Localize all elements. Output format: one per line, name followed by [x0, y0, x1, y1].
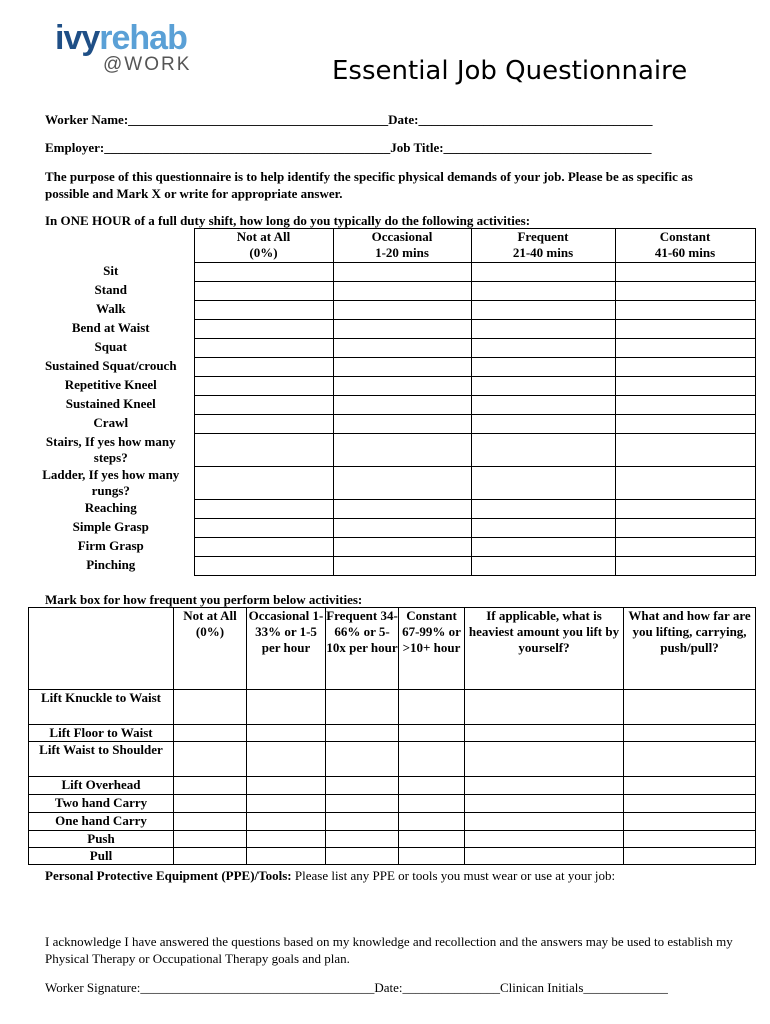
- row-label: Lift Knuckle to Waist: [29, 690, 174, 725]
- table-cell[interactable]: [624, 725, 756, 742]
- table-cell[interactable]: [194, 538, 333, 557]
- table-cell[interactable]: [333, 377, 471, 396]
- table-cell[interactable]: [247, 690, 326, 725]
- row-label: Sustained Squat/crouch: [28, 358, 194, 377]
- table-cell[interactable]: [465, 690, 624, 725]
- page-title: Essential Job Questionnaire: [332, 56, 688, 86]
- table-cell[interactable]: [615, 358, 755, 377]
- table-cell[interactable]: [174, 690, 247, 725]
- table-cell[interactable]: [174, 831, 247, 848]
- table-cell[interactable]: [615, 377, 755, 396]
- table-cell[interactable]: [247, 725, 326, 742]
- table-cell[interactable]: [333, 557, 471, 576]
- table-cell[interactable]: [624, 690, 756, 725]
- table-cell[interactable]: [465, 813, 624, 831]
- table-cell[interactable]: [247, 795, 326, 813]
- logo-ivy-text: ivy: [55, 19, 100, 57]
- table-cell[interactable]: [471, 519, 615, 538]
- table-cell[interactable]: [194, 500, 333, 519]
- col-occasional: Occasional 1-20 mins: [333, 229, 471, 263]
- table-cell[interactable]: [471, 557, 615, 576]
- table-cell[interactable]: [615, 557, 755, 576]
- table-cell[interactable]: [399, 813, 465, 831]
- table-cell[interactable]: [615, 320, 755, 339]
- table-cell[interactable]: [471, 263, 615, 282]
- table-cell[interactable]: [471, 339, 615, 358]
- table-cell[interactable]: [465, 742, 624, 777]
- col-not-at-all: Not at All (0%): [174, 608, 247, 690]
- table-cell[interactable]: [174, 813, 247, 831]
- table-cell[interactable]: [471, 434, 615, 467]
- activity-duration-table: [28, 228, 756, 576]
- table-cell[interactable]: [471, 500, 615, 519]
- table-cell[interactable]: [624, 813, 756, 831]
- row-label: Walk: [28, 301, 194, 320]
- table-cell[interactable]: [194, 301, 333, 320]
- table-cell[interactable]: [471, 358, 615, 377]
- table-cell[interactable]: [174, 742, 247, 777]
- col-occasional: Occasional 1-33% or 1-5 per hour: [247, 608, 326, 690]
- logo-sub-text: @WORK: [103, 54, 192, 75]
- table-cell[interactable]: [615, 538, 755, 557]
- ppe-label: Personal Protective Equipment (PPE)/Tools:: [45, 868, 292, 883]
- company-logo: [55, 18, 225, 78]
- table-cell[interactable]: [333, 339, 471, 358]
- row-label: Crawl: [28, 415, 194, 434]
- table-cell[interactable]: [333, 500, 471, 519]
- table-cell[interactable]: [471, 415, 615, 434]
- row-label: Ladder, If yes how many rungs?: [28, 467, 194, 500]
- table-cell[interactable]: [471, 538, 615, 557]
- table-cell[interactable]: [247, 831, 326, 848]
- col-frequent: Frequent 34-66% or 5-10x per hour: [326, 608, 399, 690]
- table-cell[interactable]: [326, 813, 399, 831]
- worker-name-date-line[interactable]: Worker Name:________________________________________Date:____________________________________: [45, 112, 653, 127]
- ppe-text: Please list any PPE or tools you must wear or use at your job:: [291, 868, 616, 883]
- table-cell[interactable]: [615, 467, 755, 500]
- table-cell[interactable]: [615, 339, 755, 358]
- table-cell[interactable]: [326, 795, 399, 813]
- table-cell[interactable]: [326, 831, 399, 848]
- table-cell[interactable]: [624, 831, 756, 848]
- row-label: Sustained Kneel: [28, 396, 194, 415]
- table-cell[interactable]: [624, 848, 756, 865]
- intro-paragraph: The purpose of this questionnaire is to help identify the specific physical demands of your job. Please be as specific as possible and Mark X or write for appropriate answer.: [45, 169, 693, 201]
- table-cell[interactable]: [399, 742, 465, 777]
- table-cell[interactable]: [194, 282, 333, 301]
- table-cell[interactable]: [333, 301, 471, 320]
- table-cell[interactable]: [471, 396, 615, 415]
- table-cell[interactable]: [194, 467, 333, 500]
- row-label: Simple Grasp: [28, 519, 194, 538]
- row-label: Pinching: [28, 557, 194, 576]
- table-cell[interactable]: [465, 777, 624, 795]
- row-label: Squat: [28, 339, 194, 358]
- table-cell[interactable]: [615, 263, 755, 282]
- table-cell[interactable]: [333, 396, 471, 415]
- row-label: Sit: [28, 263, 194, 282]
- table-cell[interactable]: [326, 848, 399, 865]
- row-label: Lift Waist to Shoulder: [29, 742, 174, 777]
- row-label: Lift Overhead: [29, 777, 174, 795]
- table-cell[interactable]: [471, 301, 615, 320]
- table-cell[interactable]: [399, 725, 465, 742]
- table-cell[interactable]: [399, 831, 465, 848]
- table-cell[interactable]: [247, 742, 326, 777]
- table-cell[interactable]: [247, 848, 326, 865]
- table-cell[interactable]: [247, 777, 326, 795]
- table-cell[interactable]: [194, 358, 333, 377]
- table-cell[interactable]: [471, 467, 615, 500]
- table-cell[interactable]: [326, 690, 399, 725]
- table-cell[interactable]: [333, 519, 471, 538]
- table-cell[interactable]: [247, 813, 326, 831]
- table-cell[interactable]: [194, 415, 333, 434]
- table-cell[interactable]: [174, 848, 247, 865]
- table-cell[interactable]: [174, 777, 247, 795]
- table-cell[interactable]: [333, 358, 471, 377]
- row-label: Bend at Waist: [28, 320, 194, 339]
- logo-rehab-text: rehab: [99, 19, 187, 57]
- table-cell[interactable]: [465, 848, 624, 865]
- table-cell[interactable]: [624, 795, 756, 813]
- table-cell[interactable]: [174, 795, 247, 813]
- table-cell[interactable]: [624, 742, 756, 777]
- table-cell[interactable]: [194, 377, 333, 396]
- table-cell[interactable]: [194, 320, 333, 339]
- table-cell[interactable]: [465, 831, 624, 848]
- col-constant: Constant 67-99% or >10+ hour: [399, 608, 465, 690]
- table-cell[interactable]: [615, 434, 755, 467]
- table-cell[interactable]: [399, 795, 465, 813]
- table-cell[interactable]: [194, 557, 333, 576]
- table-cell[interactable]: [333, 434, 471, 467]
- ppe-line: [45, 868, 615, 884]
- row-label: Firm Grasp: [28, 538, 194, 557]
- row-label: Two hand Carry: [29, 795, 174, 813]
- table-cell[interactable]: [471, 320, 615, 339]
- table-cell[interactable]: [194, 519, 333, 538]
- table-cell[interactable]: [333, 263, 471, 282]
- table-cell[interactable]: [465, 725, 624, 742]
- table-cell[interactable]: [333, 538, 471, 557]
- table-cell[interactable]: [326, 725, 399, 742]
- table-cell[interactable]: [333, 415, 471, 434]
- table-cell[interactable]: [326, 777, 399, 795]
- col-not-at-all: Not at All (0%): [194, 229, 333, 263]
- employer-jobtitle-line[interactable]: Employer:____________________________________________Job Title:________________________________: [45, 140, 652, 155]
- table-cell[interactable]: [471, 377, 615, 396]
- row-label: One hand Carry: [29, 813, 174, 831]
- row-label: Pull: [29, 848, 174, 865]
- acknowledge-paragraph: I acknowledge I have answered the questions based on my knowledge and recollection and the answers may be used to establish my Physical Therapy or Occupational Therapy goals and plan.: [45, 934, 733, 966]
- row-label: Repetitive Kneel: [28, 377, 194, 396]
- table-cell[interactable]: [465, 795, 624, 813]
- table-cell[interactable]: [399, 690, 465, 725]
- table-cell[interactable]: [615, 519, 755, 538]
- table-cell[interactable]: [615, 500, 755, 519]
- table-cell[interactable]: [399, 777, 465, 795]
- col-frequent: Frequent 21-40 mins: [471, 229, 615, 263]
- table-cell[interactable]: [399, 848, 465, 865]
- table-cell[interactable]: [615, 396, 755, 415]
- table-cell[interactable]: [333, 320, 471, 339]
- col-what-how-far: What and how far are you lifting, carrying, push/pull?: [624, 608, 756, 690]
- row-label: Stairs, If yes how many steps?: [28, 434, 194, 467]
- section1-heading: In ONE HOUR of a full duty shift, how long do you typically do the following activities:: [45, 213, 531, 228]
- table-cell[interactable]: [194, 263, 333, 282]
- table-cell[interactable]: [624, 777, 756, 795]
- table-cell[interactable]: [333, 282, 471, 301]
- section2-heading: Mark box for how frequent you perform below activities:: [45, 592, 363, 607]
- table-cell[interactable]: [326, 742, 399, 777]
- row-label: Lift Floor to Waist: [29, 725, 174, 742]
- row-label: Stand: [28, 282, 194, 301]
- table-cell[interactable]: [615, 301, 755, 320]
- row-label: Reaching: [28, 500, 194, 519]
- table-cell[interactable]: [471, 282, 615, 301]
- col-heaviest-amount: If applicable, what is heaviest amount you lift by yourself?: [465, 608, 624, 690]
- table-cell[interactable]: [194, 434, 333, 467]
- table-cell[interactable]: [174, 725, 247, 742]
- row-label: Push: [29, 831, 174, 848]
- table-cell[interactable]: [333, 467, 471, 500]
- table-cell[interactable]: [194, 339, 333, 358]
- signature-line[interactable]: Worker Signature:____________________________________Date:_______________Clinican Initials_____________: [45, 980, 668, 995]
- col-constant: Constant 41-60 mins: [615, 229, 755, 263]
- table-cell[interactable]: [615, 415, 755, 434]
- lift-frequency-table: [28, 607, 756, 865]
- table-cell[interactable]: [615, 282, 755, 301]
- table-cell[interactable]: [194, 396, 333, 415]
